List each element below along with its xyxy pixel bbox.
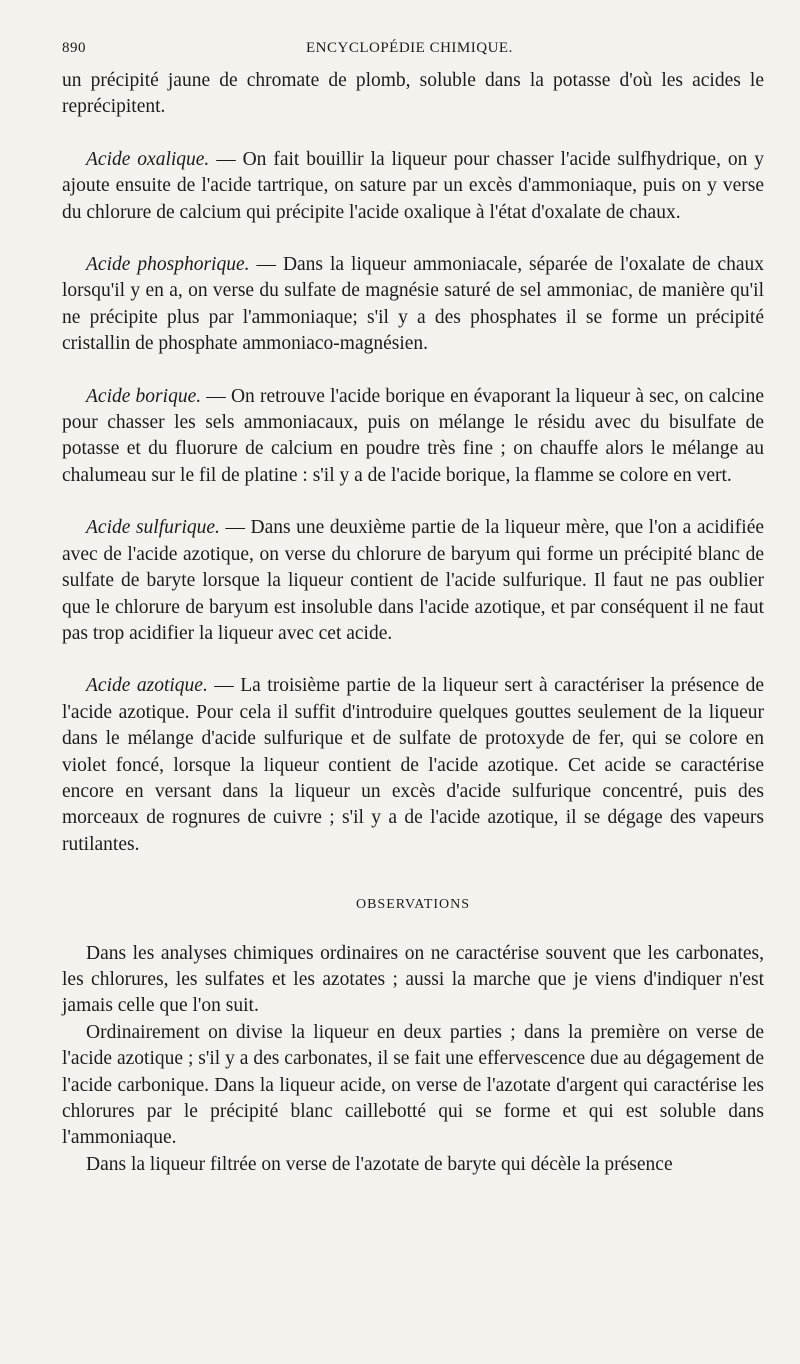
paragraph-acide-oxalique: [62, 147, 764, 226]
paragraph-acide-azotique: [62, 673, 764, 858]
paragraph-continuation: [62, 68, 764, 121]
observations-paragraph: Dans les analyses chimiques ordinaires on ne caractérise souvent que les carbonates, les chlorures, les sulfates et les azotates ; aussi la marche que je viens d'indiquer n'est jamais celle que l'on suit.: [62, 942, 764, 1017]
observations-paragraph: Ordinairement on divise la liqueur en deux parties ; dans la première on verse de l'acide azotique ; s'il y a des carbonates, il se fait une effervescence due au dégagement de l'acide carbonique. Dans la liqueur acide, on verse de l'azotate d'argent qui caractérise les chlorures par le précipité blanc caillebotté qui se forme et qui est soluble dans l'ammoniaque.: [62, 1021, 764, 1149]
paragraph-heading: Acide phosphorique.: [86, 254, 250, 276]
paragraph-text: — On fait bouillir la liqueur pour chasser l'acide sulfhydrique, on y ajoute ensuite de l'acide tartrique, on sature par un excès d'ammoniaque, puis on y verse du chlorure de calcium qui précipite l'acide oxalique à l'état d'oxalate de chaux.: [62, 148, 764, 223]
paragraph-text: — La troisième partie de la liqueur sert à caractériser la présence de l'acide azotique. Pour cela il suffit d'introduire quelques gouttes seulement de la liqueur dans le mélange d'acide sulfurique et de sulfate de protoxyde de fer, qui se colore en violet foncé, lorsque la liqueur contient de l'acide azotique. Cet acide se caractérise encore en versant dans la liqueur un excès d'acide sulfurique concentré, puis des morceaux de rognures de cuivre ; s'il y a de l'acide azotique, il se dégage des vapeurs rutilantes.: [62, 675, 765, 855]
paragraph-text: — Dans une deuxième partie de la liqueur mère, que l'on a acidifiée avec de l'acide azotique, on verse du chlorure de baryum qui forme un précipité blanc de sulfate de baryte lorsque la liqueur contient de l'acide sulfurique. Il faut ne pas oublier que le chlorure de baryum est insoluble dans l'acide azotique, et par conséquent il ne faut pas trop acidifier la liqueur avec cet acide.: [62, 517, 764, 644]
section-title: OBSERVATIONS: [355, 897, 471, 913]
observations-paragraph: Dans la liqueur filtrée on verse de l'azotate de baryte qui décèle la présence: [86, 1153, 673, 1175]
running-title: ENCYCLOPÉDIE CHIMIQUE.: [306, 40, 513, 56]
paragraph-heading: Acide oxalique.: [86, 148, 210, 170]
paragraph-text: — Dans la liqueur ammoniacale, séparée de l'oxalate de chaux lorsqu'il y en a, on verse du sulfate de magnésie saturé de sel ammoniac, de manière qu'il ne précipite plus par l'ammoniaque; s'il y a des phosphates il se forme un précipité cristallin de phosphate ammoniaco-magnésien.: [62, 254, 765, 355]
paragraph-heading: Acide azotique.: [86, 675, 208, 697]
paragraph-text: — On retrouve l'acide borique en évaporant la liqueur à sec, on calcine pour chasser les sels ammoniacaux, puis on mélange le résidu avec du bisulfate de potasse et du fluorure de calcium en poudre très fine ; on chauffe alors le mélange au chalumeau sur le fil de platine : s'il y a de l'acide borique, la flamme se colore en vert.: [62, 385, 764, 486]
body-text: [62, 68, 764, 1178]
paragraph-acide-phosphorique: [62, 252, 764, 358]
paragraph-acide-sulfurique: [62, 515, 764, 647]
page-number: 890: [62, 40, 86, 56]
paragraph-heading: Acide sulfurique.: [86, 517, 220, 539]
page-header: [62, 40, 764, 64]
paragraph-acide-borique: [62, 384, 764, 490]
paragraph-heading: Acide borique.: [86, 385, 202, 407]
paragraph-text: un précipité jaune de chromate de plomb, soluble dans la potasse d'où les acides le reprécipitent.: [62, 70, 764, 118]
